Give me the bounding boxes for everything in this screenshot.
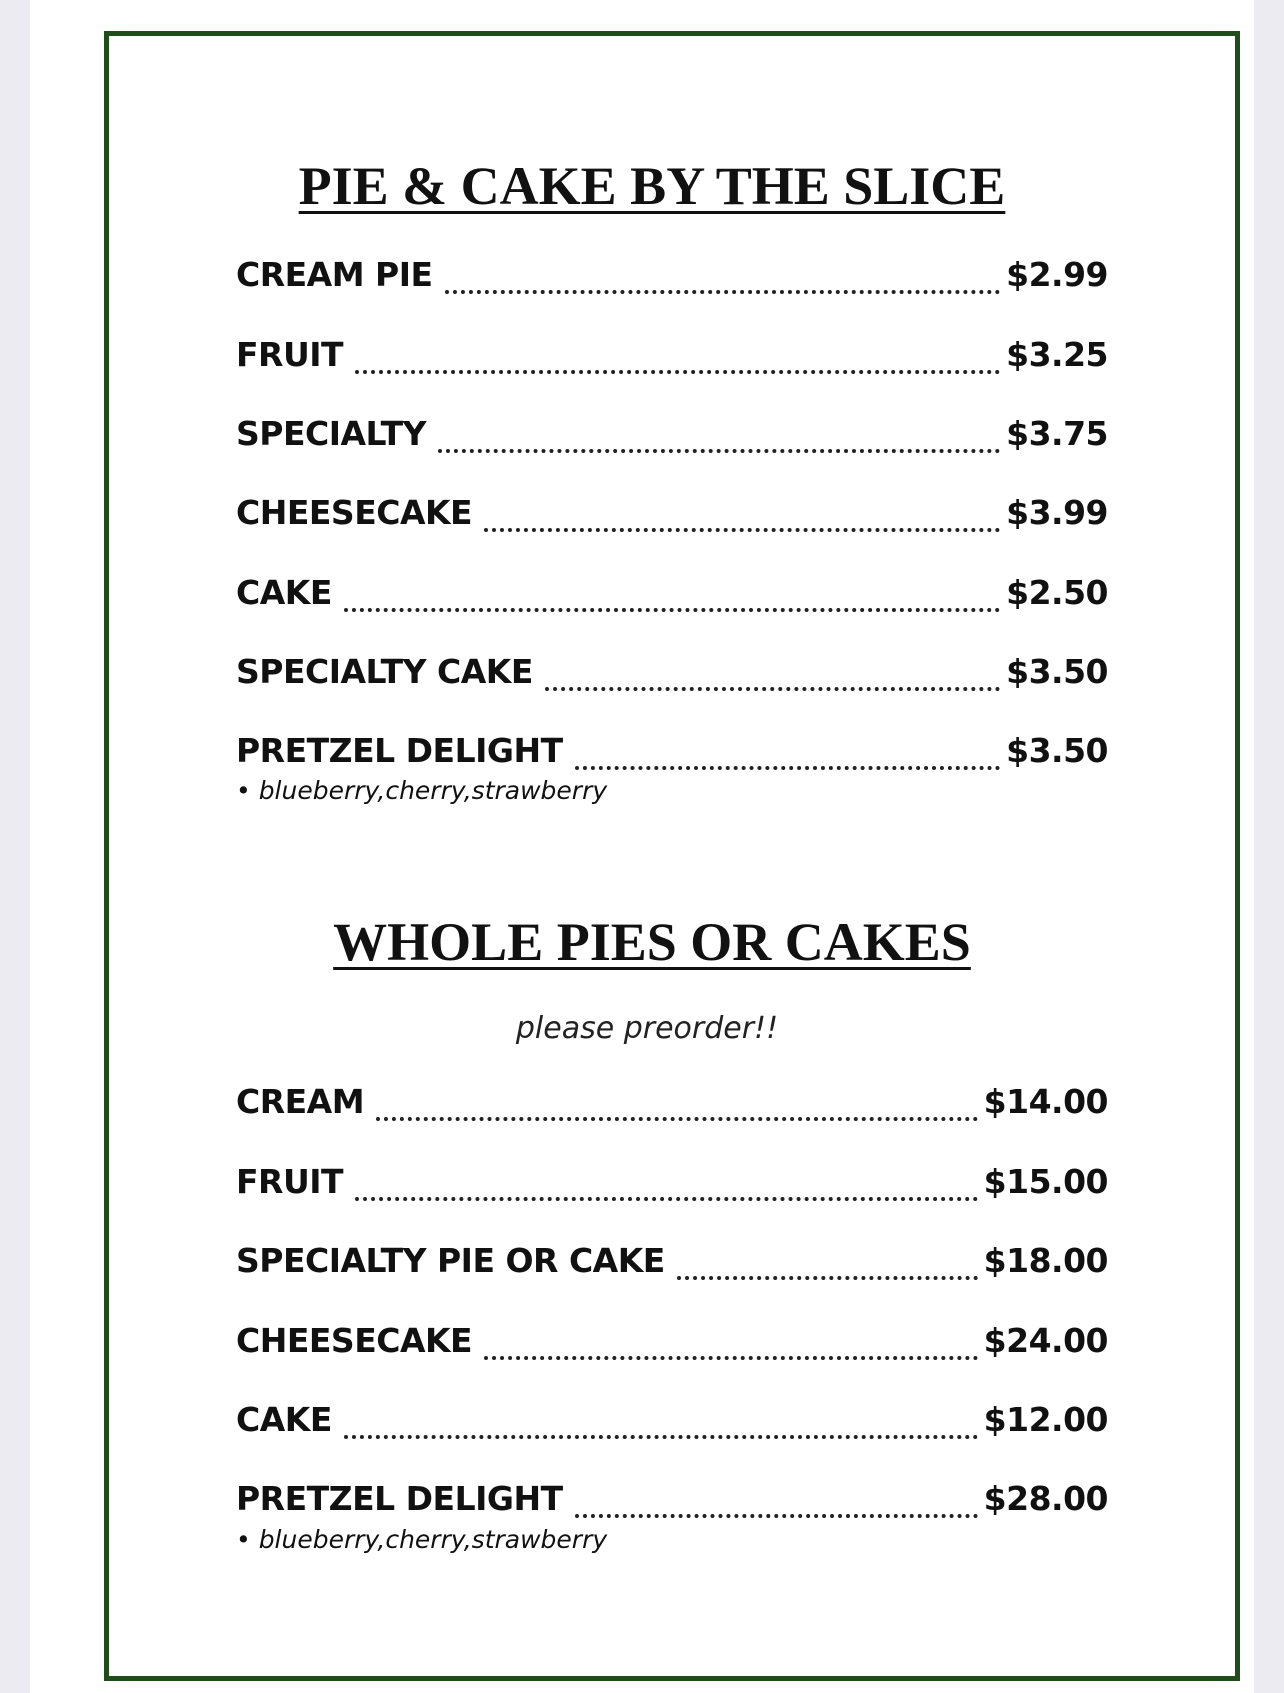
menu-item [236,573,1108,623]
dot-leader [677,1276,978,1280]
menu-item [236,1400,1108,1450]
menu-item [236,493,1108,543]
slice-section-title-text: PIE & CAKE BY THE SLICE [298,156,1006,216]
dot-leader [484,1356,978,1360]
menu-item [236,731,1108,781]
menu-item-flavor-note: • blueberry,cherry,strawberry [236,1525,608,1554]
menu-item-name: SPECIALTY [236,414,427,453]
menu-item-name: SPECIALTY CAKE [236,652,533,691]
dot-leader [445,290,1001,294]
menu-item [236,1082,1108,1132]
preorder-note: please preorder!! [515,1011,779,1046]
dot-leader [355,1197,978,1201]
menu-item-name: FRUIT [236,1162,344,1201]
menu-item-price: $3.50 [1006,652,1108,691]
menu-item [236,652,1108,702]
menu-item [236,1479,1108,1529]
whole-section-title-text: WHOLE PIES OR CAKES [333,912,971,972]
menu-page [30,0,1254,1693]
menu-item-name: FRUIT [236,335,344,374]
menu-item-price: $14.00 [983,1082,1108,1121]
menu-item-name: CAKE [236,573,332,612]
menu-item-name: PRETZEL DELIGHT [236,1479,563,1518]
menu-item-price: $3.99 [1006,493,1108,532]
menu-item-price: $3.75 [1006,414,1108,453]
menu-item-name: PRETZEL DELIGHT [236,731,563,770]
dot-leader [438,449,1000,453]
menu-item-price: $15.00 [983,1162,1108,1201]
menu-item-price: $3.25 [1006,335,1108,374]
dot-leader [545,687,1000,691]
menu-item-name: SPECIALTY PIE OR CAKE [236,1241,665,1280]
menu-item-price: $24.00 [983,1321,1108,1360]
menu-item [236,1321,1108,1371]
menu-item-price: $3.50 [1006,731,1108,770]
slice-section-title [40,156,1264,216]
menu-item [236,255,1108,305]
menu-item-name: CAKE [236,1400,332,1439]
menu-item-price: $28.00 [983,1479,1108,1518]
menu-item-name: CREAM PIE [236,255,433,294]
dot-leader [575,766,1001,770]
menu-item [236,1162,1108,1212]
dot-leader [355,370,1000,374]
dot-leader [575,1514,978,1518]
menu-item-flavor-note: • blueberry,cherry,strawberry [236,776,608,805]
menu-item-name: CHEESECAKE [236,1321,473,1360]
dot-leader [376,1117,978,1121]
menu-item-price: $12.00 [983,1400,1108,1439]
menu-item [236,335,1108,385]
dot-leader [344,608,1000,612]
menu-item-price: $18.00 [983,1241,1108,1280]
whole-section-title [40,912,1264,972]
dot-leader [344,1435,978,1439]
menu-item-name: CHEESECAKE [236,493,473,532]
menu-item-price: $2.99 [1006,255,1108,294]
menu-item-price: $2.50 [1006,573,1108,612]
menu-item-name: CREAM [236,1082,365,1121]
menu-item [236,414,1108,464]
dot-leader [484,528,1000,532]
menu-item [236,1241,1108,1291]
